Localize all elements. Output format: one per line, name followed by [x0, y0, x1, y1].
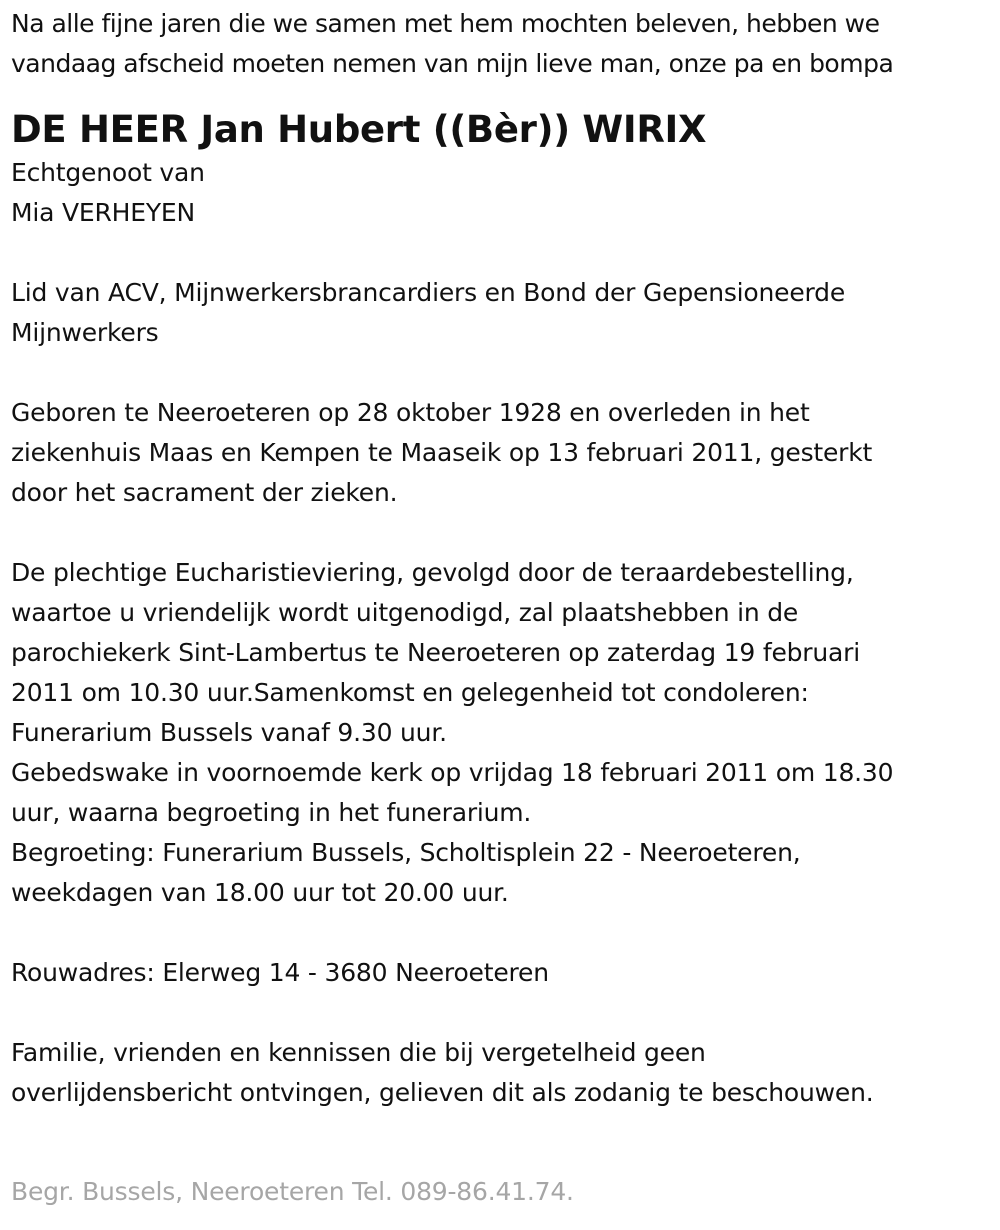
ceremony-line-5: Funerarium Bussels vanaf 9.30 uur.	[11, 718, 447, 747]
membership-paragraph	[11, 273, 996, 353]
ceremony-line-9: weekdagen van 18.00 uur tot 20.00 uur.	[11, 878, 509, 907]
membership-line-2: Mijnwerkers	[11, 318, 159, 347]
ceremony-line-6: Gebedswake in voornoemde kerk op vrijdag 18 februari 2011 om 18.30	[11, 758, 894, 787]
ceremony-line-4: 2011 om 10.30 uur.Samenkomst en gelegenheid tot condoleren:	[11, 678, 809, 707]
mourning-address-paragraph	[11, 953, 996, 993]
spouse-paragraph	[11, 153, 996, 233]
deceased-name: DE HEER Jan Hubert ((Bèr)) WIRIX	[11, 108, 707, 151]
birth-death-paragraph	[11, 393, 996, 513]
mourning-address: Rouwadres: Elerweg 14 - 3680 Neeroeteren	[11, 958, 549, 987]
ceremony-line-8: Begroeting: Funerarium Bussels, Scholtisplein 22 - Neeroeteren,	[11, 838, 801, 867]
intro-paragraph	[11, 4, 996, 84]
obituary-notice	[11, 4, 996, 1113]
funeral-home-footer: Begr. Bussels, Neeroeteren Tel. 089-86.41.74.	[11, 1177, 574, 1206]
membership-line-1: Lid van ACV, Mijnwerkersbrancardiers en Bond der Gepensioneerde	[11, 278, 846, 307]
spouse-line-2: Mia VERHEYEN	[11, 198, 196, 227]
notice-line-1: Familie, vrienden en kennissen die bij vergetelheid geen	[11, 1038, 706, 1067]
ceremony-line-7: uur, waarna begroeting in het funerarium.	[11, 798, 532, 827]
spouse-line-1: Echtgenoot van	[11, 158, 205, 187]
ceremony-line-1: De plechtige Eucharistieviering, gevolgd door de teraardebestelling,	[11, 558, 854, 587]
birth-death-line-3: door het sacrament der zieken.	[11, 478, 398, 507]
notice-paragraph	[11, 1033, 996, 1113]
intro-line-1: Na alle fijne jaren die we samen met hem mochten beleven, hebben we	[11, 9, 880, 38]
birth-death-line-2: ziekenhuis Maas en Kempen te Maaseik op 13 februari 2011, gesterkt	[11, 438, 873, 467]
intro-line-2: vandaag afscheid moeten nemen van mijn lieve man, onze pa en bompa	[11, 49, 894, 78]
ceremony-line-3: parochiekerk Sint-Lambertus te Neeroeteren op zaterdag 19 februari	[11, 638, 860, 667]
birth-death-line-1: Geboren te Neeroeteren op 28 oktober 1928 en overleden in het	[11, 398, 810, 427]
ceremony-paragraph	[11, 553, 996, 913]
ceremony-line-2: waartoe u vriendelijk wordt uitgenodigd, zal plaatshebben in de	[11, 598, 799, 627]
notice-line-2: overlijdensbericht ontvingen, gelieven dit als zodanig te beschouwen.	[11, 1078, 874, 1107]
